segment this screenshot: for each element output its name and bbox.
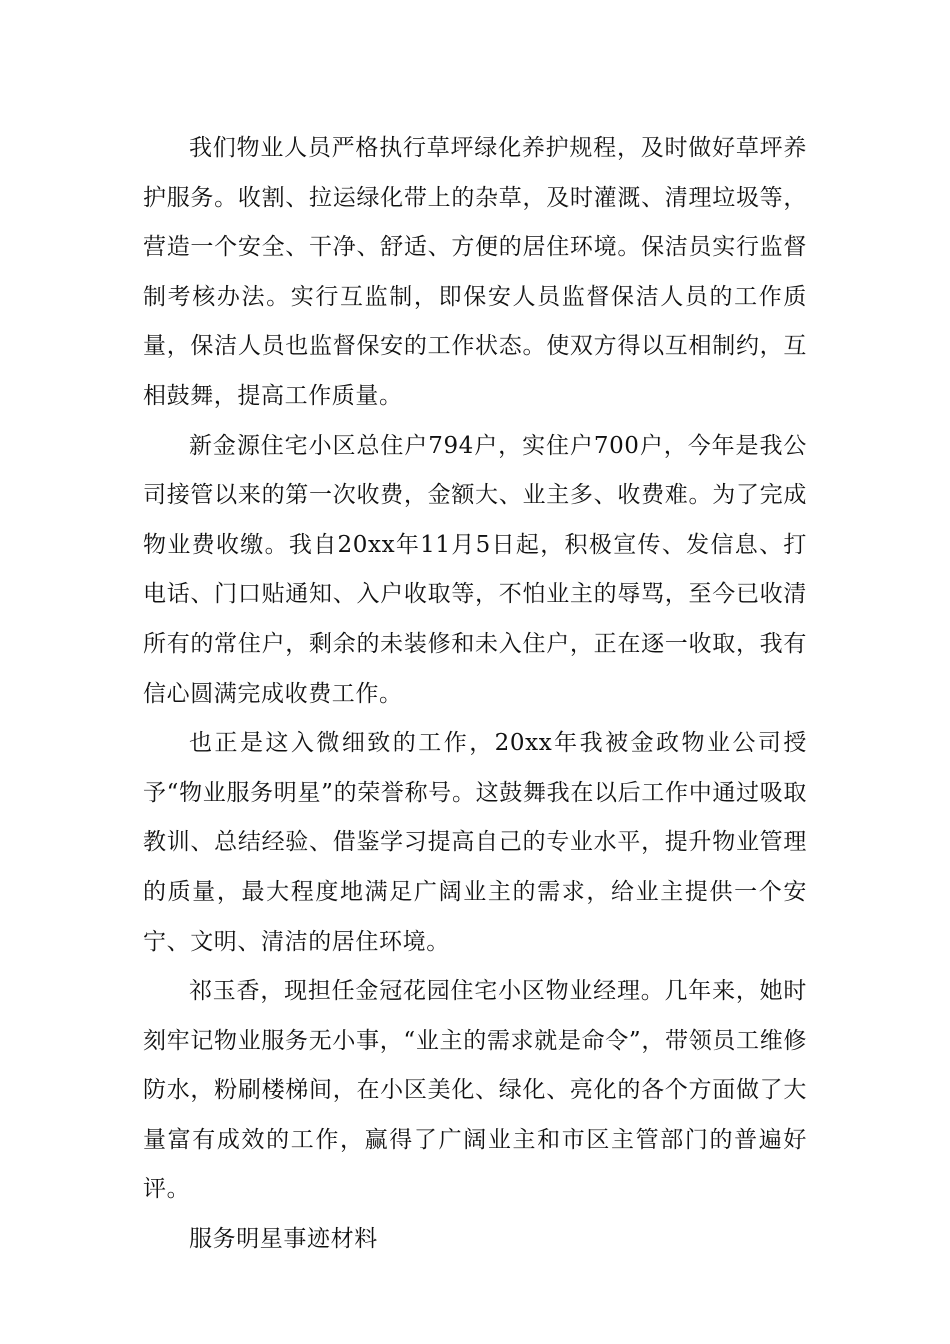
paragraph-fee-collection: 新金源住宅小区总住户794户，实住户700户，今年是我公司接管以来的第一次收费，金额大、业主多、收费难。为了完成物业费收缴。我自20xx年11月5日起，积极宣传、发信息、打电话、门口贴通知、入户收取等，不怕业主的辱骂，至今已收清所有的常住户，剩余的未装修和未入住户，正在逐一收取，我有信心圆满完成收费工作。 bbox=[143, 432, 807, 707]
document-body bbox=[143, 124, 807, 1265]
section-heading-service-star: 服务明星事迹材料 bbox=[189, 1226, 378, 1253]
paragraph-qi-yuxiang: 祁玉香，现担任金冠花园住宅小区物业经理。几年来，她时刻牢记物业服务无小事，“业主的需求就是命令”，带领员工维修防水，粉刷楼梯间，在小区美化、绿化、亮化的各个方面做了大量富有成效的工作，赢得了广阔业主和市区主管部门的普遍好评。 bbox=[143, 978, 807, 1203]
paragraph-greening-cleaning: 我们物业人员严格执行草坪绿化养护规程，及时做好草坪养护服务。收割、拉运绿化带上的杂草，及时灌溉、清理垃圾等，营造一个安全、干净、舒适、方便的居住环境。保洁员实行监督制考核办法。实行互监制，即保安人员监督保洁人员的工作质量，保洁人员也监督保安的工作状态。使双方得以互相制约，互相鼓舞，提高工作质量。 bbox=[143, 135, 807, 409]
paragraph-service-star-award: 也正是这入微细致的工作，20xx年我被金政物业公司授予“物业服务明星”的荣誉称号。这鼓舞我在以后工作中通过吸取教训、总结经验、借鉴学习提高自己的专业水平，提升物业管理的质量，最大程度地满足广阔业主的需求，给业主提供一个安宁、文明、清洁的居住环境。 bbox=[143, 730, 807, 955]
